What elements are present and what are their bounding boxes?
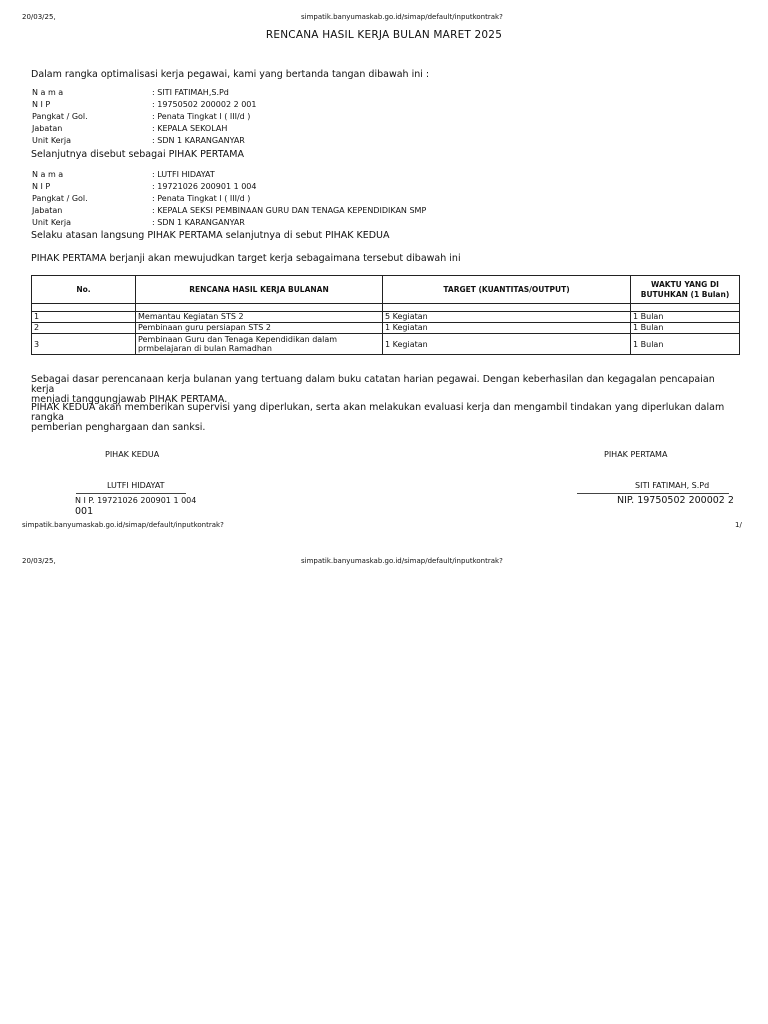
party1-note: Selanjutnya disebut sebagai PIHAK PERTAMA	[31, 149, 244, 160]
closing-paragraph-2	[31, 403, 741, 433]
info-value: : SDN 1 KARANGANYAR	[152, 218, 245, 227]
party2-note: Selaku atasan langsung PIHAK PERTAMA selanjutnya di sebut PIHAK KEDUA	[31, 230, 390, 241]
closing-1-line1: Sebagai dasar perencanaan kerja bulanan yang tertuang dalam buku catatan harian pegawai. Dengan keberhasilan dan kegagalan pencapaian kerja	[31, 374, 715, 395]
info-row	[32, 194, 426, 206]
sign-right-role: PIHAK PERTAMA	[604, 450, 668, 459]
info-label: N I P	[32, 100, 51, 109]
cell-no: 2	[32, 323, 136, 334]
cell-no: 3	[32, 334, 136, 355]
info-label: N I P	[32, 182, 51, 191]
closing-1-line2: menjadi tanggungjawab PIHAK PERTAMA.	[31, 394, 228, 405]
print-date-page2: 20/03/25,	[22, 557, 56, 565]
col-header-waktu-line2: BUTUHKAN (1 Bulan)	[640, 289, 730, 299]
cell-waktu: 1 Bulan	[631, 334, 740, 355]
table-row	[32, 334, 740, 355]
closing-paragraph-1	[31, 375, 741, 405]
print-url-page2: simpatik.banyumaskab.go.id/simap/default/inputkontrak?	[301, 557, 503, 565]
info-row	[32, 206, 426, 218]
info-label: Jabatan	[32, 206, 63, 215]
info-row	[32, 100, 256, 112]
info-value: : KEPALA SEKOLAH	[152, 124, 228, 133]
col-header-rhk: RENCANA HASIL KERJA BULANAN	[136, 276, 383, 304]
info-row	[32, 218, 426, 230]
info-value: : SDN 1 KARANGANYAR	[152, 136, 245, 145]
info-value: : Penata Tingkat I ( III/d )	[152, 112, 251, 121]
sign-right-name: SITI FATIMAH, S.Pd	[635, 481, 710, 490]
footer-page-number: 1/	[735, 521, 742, 529]
print-url: simpatik.banyumaskab.go.id/simap/default/inputkontrak?	[301, 13, 503, 21]
col-header-waktu	[631, 276, 740, 304]
info-value: : 19721026 200901 1 004	[152, 182, 257, 191]
footer-url: simpatik.banyumaskab.go.id/simap/default/inputkontrak?	[22, 521, 224, 529]
sign-left-nip-cont: 001	[75, 506, 94, 517]
cell-rhk	[136, 334, 383, 355]
table-row	[32, 312, 740, 323]
cell-rhk-line2: prmbelajaran di bulan Ramadhan	[138, 344, 272, 353]
cell-rhk: Pembinaan guru persiapan STS 2	[136, 323, 383, 334]
info-label: Pangkat / Gol.	[32, 112, 88, 121]
col-header-no: No.	[32, 276, 136, 304]
info-row	[32, 136, 256, 148]
party1-info	[32, 88, 256, 148]
print-date: 20/03/25,	[22, 13, 56, 21]
cell-target: 1 Kegiatan	[383, 323, 631, 334]
sign-left-name: LUTFI HIDAYAT	[107, 481, 165, 490]
info-value: : KEPALA SEKSI PEMBINAAN GURU DAN TENAGA KEPENDIDIKAN SMP	[152, 206, 427, 215]
table-header-row	[32, 276, 740, 304]
sign-left-line	[76, 493, 186, 494]
document-title: RENCANA HASIL KERJA BULAN MARET 2025	[265, 29, 503, 41]
info-row	[32, 88, 256, 100]
cell-target: 5 Kegiatan	[383, 312, 631, 323]
info-label: Unit Kerja	[32, 218, 72, 227]
info-value: : LUTFI HIDAYAT	[152, 170, 215, 179]
info-row	[32, 170, 426, 182]
info-label: N a m a	[32, 88, 64, 97]
info-row	[32, 182, 426, 194]
sign-right-nip: NIP. 19750502 200002 2	[617, 495, 734, 506]
closing-2-line2: pemberian penghargaan dan sanksi.	[31, 422, 206, 433]
info-row	[32, 124, 256, 136]
intro-text: Dalam rangka optimalisasi kerja pegawai, kami yang bertanda tangan dibawah ini :	[31, 69, 430, 80]
cell-waktu: 1 Bulan	[631, 312, 740, 323]
cell-rhk-line1: Pembinaan Guru dan Tenaga Kependidikan dalam	[138, 335, 338, 344]
col-header-waktu-line1: WAKTU YANG DI	[651, 279, 719, 289]
info-value: : 19750502 200002 2 001	[152, 100, 257, 109]
info-value: : SITI FATIMAH,S.Pd	[152, 88, 229, 97]
info-label: Unit Kerja	[32, 136, 72, 145]
info-value: : Penata Tingkat I ( III/d )	[152, 194, 251, 203]
commitment-text: PIHAK PERTAMA berjanji akan mewujudkan target kerja sebagaimana tersebut dibawah ini	[31, 253, 461, 264]
sign-right-line	[577, 493, 729, 494]
rhk-table	[31, 275, 740, 355]
info-row	[32, 112, 256, 124]
sign-left-nip: N I P. 19721026 200901 1 004	[75, 496, 197, 505]
party2-info	[32, 170, 426, 230]
sign-left-role: PIHAK KEDUA	[105, 450, 160, 459]
cell-no: 1	[32, 312, 136, 323]
table-spacer-row	[32, 304, 740, 312]
cell-waktu: 1 Bulan	[631, 323, 740, 334]
cell-rhk: Memantau Kegiatan STS 2	[136, 312, 383, 323]
info-label: N a m a	[32, 170, 64, 179]
info-label: Jabatan	[32, 124, 63, 133]
col-header-target: TARGET (KUANTITAS/OUTPUT)	[383, 276, 631, 304]
cell-target: 1 Kegiatan	[383, 334, 631, 355]
info-label: Pangkat / Gol.	[32, 194, 88, 203]
table-row	[32, 323, 740, 334]
closing-2-line1: PIHAK KEDUA akan memberikan supervisi yang diperlukan, serta akan melakukan evaluasi kerja dan mengambil tindakan yang diperlukan dalam rangka	[31, 402, 725, 423]
